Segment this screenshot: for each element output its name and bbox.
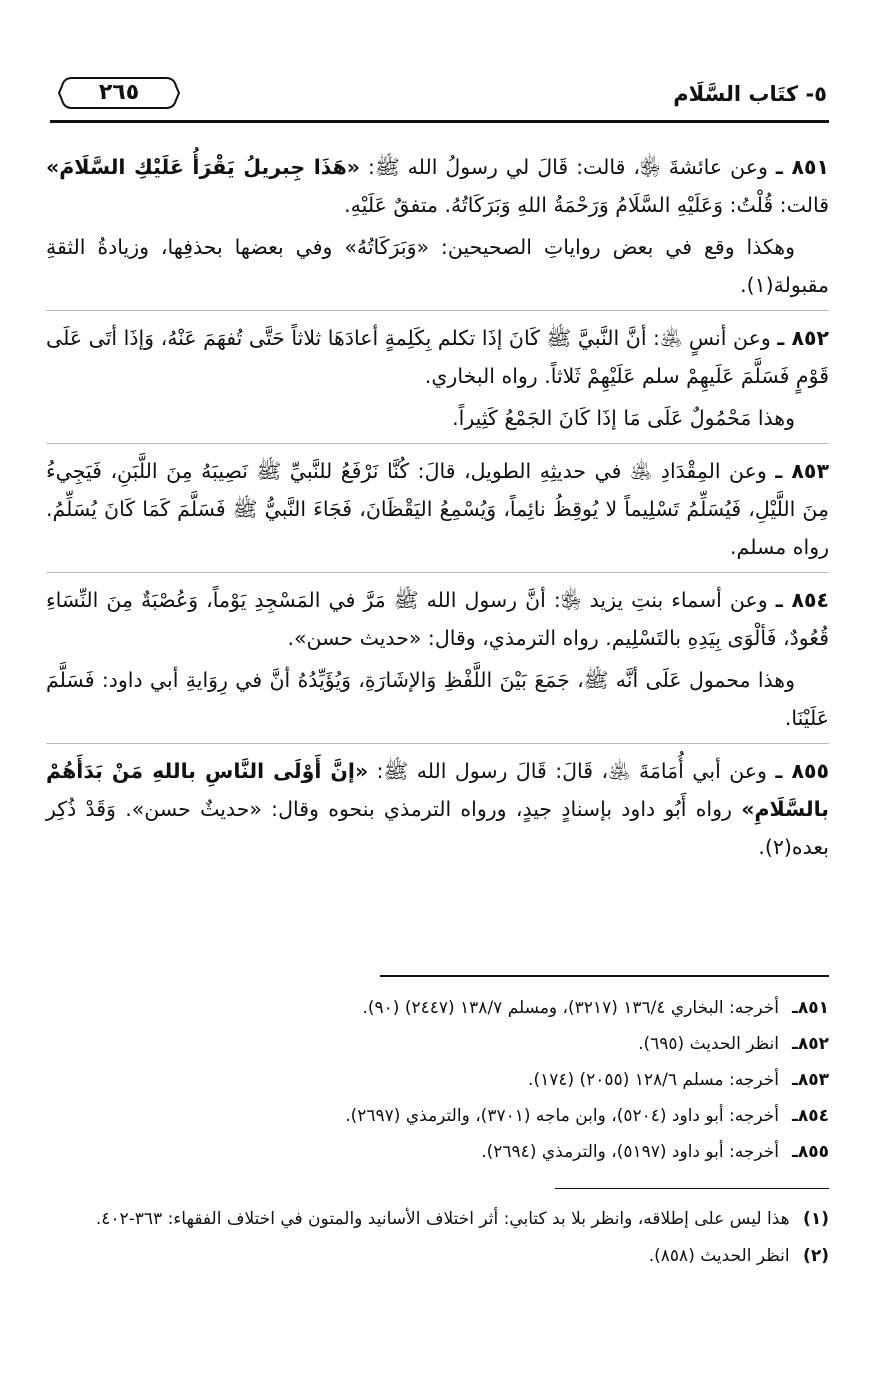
hadith-intro: وعن أنسٍ ﵁: أنَّ النَّبيَّ ﷺ كَانَ إذَا تكلم بِكَلِمةٍ أعادَهَا ثلاثاً حَتَّى تُفهَمَ عَنْهُ، وَإذَا أتَى عَلَى قَوْمٍ فَسَلَّمَ عَلَيهِمْ سلم عَلَيْهِمْ ثَلاثاً. رواه البخاري. [46, 326, 829, 388]
hadith-intro: وعن أبي أُمَامَةَ ﵁، قَالَ: قَالَ رسول الله ﷺ: [368, 759, 767, 783]
hadith-rest: رواه أَبُو داود بإسنادٍ جيدٍ، ورواه الترمذي بنحوه وقال: «حديثٌ حسن». وَقَدْ ذُكِر بعده(٢). [46, 797, 829, 859]
footnote-number: (٢) [803, 1246, 829, 1266]
footnote [46, 1240, 829, 1273]
main-text [46, 148, 829, 870]
takhrij-item [46, 990, 829, 1026]
takhrij-list [46, 990, 829, 1170]
hadith-854 [46, 572, 829, 657]
commentary-851: وهكذا وقع في بعض رواياتِ الصحيحين: «وَبَرَكَاتُهُ» وفي بعضها بحذفِها، وزيادةُ الثقةِ مقبولة(١). [46, 235, 829, 297]
commentary-854: وهذا محمول عَلَى أنَّه ﷺ، جَمَعَ بَيْنَ اللَّفْظِ وَالإشَارَةِ، وَيُؤَيِّدُهُ أنَّ في رِوَايةِ أبي داود: فَسَلَّمَ عَلَيْنَا. [46, 668, 829, 730]
takhrij-item [46, 1098, 829, 1134]
takhrij-item [46, 1026, 829, 1062]
chapter-title: ٥- كتَاب السَّلَام [673, 82, 827, 106]
page-number-frame [58, 76, 180, 110]
footnote-number: (١) [803, 1209, 829, 1229]
takhrij-text: أخرجه: مسلم ١٢٨/٦ (٢٠٥٥) (١٧٤). [528, 1070, 779, 1090]
takhrij-text: انظر الحديث (٦٩٥). [638, 1034, 779, 1054]
hadith-number: ٨٥٢ ـ [777, 326, 829, 350]
footnote-text: هذا ليس على إطلاقه، وانظر بلا بد كتابي: أثر اختلاف الأسانيد والمتون في اختلاف الفقهاء: ٣٦٣-٤٠٢. [95, 1209, 790, 1229]
takhrij-number: ٨٥١ـ [792, 998, 829, 1018]
hadith-855 [46, 743, 829, 866]
commentary-852: وهذا مَحْمُولٌ عَلَى مَا إذَا كَانَ الجَمْعُ كَثِيراً. [452, 406, 795, 430]
hadith-quote: «إنَّ أَوْلَى النَّاسِ باللهِ مَنْ بَدَأَهُمْ بالسَّلَامِ» [46, 759, 829, 821]
hadith-852 [46, 310, 829, 395]
takhrij-text: أخرجه: البخاري ١٣٦/٤ (٣٢١٧)، ومسلم ١٣٨/٧ (٢٤٤٧) (٩٠). [362, 998, 779, 1018]
takhrij-text: أخرجه: أبو داود (٥٢٠٤)، وابن ماجه (٣٧٠١)، والترمذي (٢٦٩٧). [345, 1106, 779, 1126]
hadith-number: ٨٥٣ ـ [775, 459, 829, 483]
hadith-number: ٨٥١ ـ [775, 155, 829, 179]
hadith-quote: «هَذَا جِبريلُ يَقْرَأُ عَلَيْكِ السَّلَامَ» [46, 155, 361, 179]
takhrij-rule [380, 975, 829, 977]
notes-rule [555, 1188, 829, 1189]
takhrij-item [46, 1134, 829, 1170]
footnote [46, 1203, 829, 1236]
page-number: ٢٦٥ [98, 80, 140, 105]
hadith-853 [46, 443, 829, 566]
takhrij-number: ٨٥٢ـ [792, 1034, 829, 1054]
hadith-number: ٨٥٥ ـ [775, 759, 829, 783]
hadith-rest: قالت: قُلْتُ: وَعَلَيْهِ السَّلَامُ وَرَحْمَةُ اللهِ وَبَرَكَاتُهُ. متفقٌ عَلَيْهِ. [344, 193, 829, 217]
hadith-intro: وعن أسماء بنتِ يزيد ﵂: أنَّ رسول الله ﷺ مَرَّ في المَسْجِدِ يَوْماً، وَعُصْبَةٌ مِنَ النِّسَاءِ قُعُودٌ، فَألْوَى بِيَدِهِ بالتَسْلِيم. رواه الترمذي، وقال: «حديث حسن». [46, 588, 829, 650]
takhrij-item [46, 1062, 829, 1098]
page-header [50, 72, 827, 118]
takhrij-text: أخرجه: أبو داود (٥١٩٧)، والترمذي (٢٦٩٤). [481, 1142, 779, 1162]
footnotes [46, 1203, 829, 1277]
takhrij-number: ٨٥٣ـ [792, 1070, 829, 1090]
hadith-intro: وعن عائشةَ ﵂، قالت: قَالَ لي رسولُ الله ﷺ: [360, 155, 768, 179]
hadith-number: ٨٥٤ ـ [775, 588, 829, 612]
takhrij-number: ٨٥٥ـ [792, 1142, 829, 1162]
takhrij-number: ٨٥٤ـ [792, 1106, 829, 1126]
footnote-text: انظر الحديث (٨٥٨). [648, 1246, 790, 1266]
hadith-intro: وعن المِقْدَادِ ﵁ في حديثِهِ الطويل، قالَ: كُنَّا نَرْفَعُ للنَّبيِّ ﷺ نَصِيبَهُ مِنَ اللَّبَنِ، فَيَجِيءُ مِنَ اللَّيْلِ، فَيُسَلِّمُ تَسْلِيماً لا يُوقِظُ نائِماً، وَيُسْمِعُ اليَقْظَانَ، فَجَاءَ النَّبيُّ ﷺ فَسَلَّمَ كَمَا كَانَ يُسَلِّمُ. رواه مسلم. [46, 459, 829, 559]
hadith-851 [46, 148, 829, 224]
header-rule [50, 120, 829, 123]
